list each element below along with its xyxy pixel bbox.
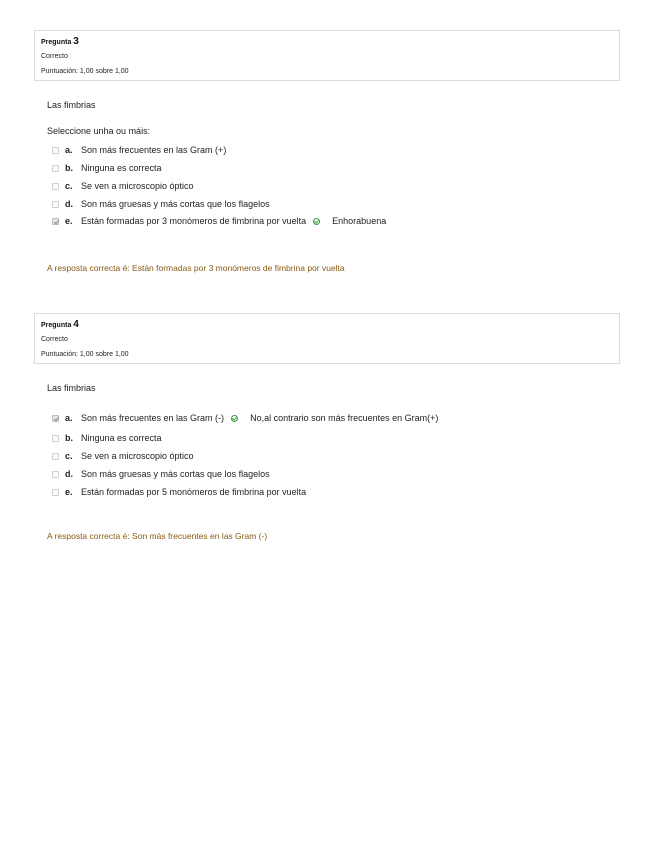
answer-checkbox[interactable] <box>52 183 59 190</box>
answer-checkbox[interactable] <box>52 165 59 172</box>
question-info-4 <box>34 313 620 364</box>
answer-text: Son más frecuentes en las Gram (+) <box>81 145 227 155</box>
answer-text: Son más gruesas y más cortas que los flagelos <box>81 199 270 209</box>
question-number-value: 4 <box>73 319 79 330</box>
answer-checkbox[interactable] <box>52 471 59 478</box>
question-number <box>41 36 79 47</box>
answer-checkbox[interactable] <box>52 489 59 496</box>
answer-checkbox[interactable] <box>52 201 59 208</box>
answer-checkbox[interactable] <box>52 435 59 442</box>
question-state: Correcto <box>41 53 68 60</box>
question-state: Correcto <box>41 336 68 343</box>
check-circle-icon <box>313 218 320 225</box>
answer-text-wrap <box>81 216 386 226</box>
answer-text: Ninguna es correcta <box>81 433 162 443</box>
answer-feedback: No,al contrario son más frecuentes en Gram(+) <box>250 413 439 423</box>
question-number <box>41 319 79 330</box>
answer-text-wrap <box>81 413 438 423</box>
answer-letter: d. <box>65 199 73 209</box>
right-answer: A resposta correcta é: Están formadas por 3 monómeros de fimbrina por vuelta <box>47 263 345 273</box>
answer-text: Están formadas por 5 monómeros de fimbrina por vuelta <box>81 487 307 497</box>
answer-text: Se ven a microscopio óptico <box>81 181 194 191</box>
answer-text: Son más frecuentes en las Gram (-) <box>81 413 225 423</box>
answer-letter: c. <box>65 451 73 461</box>
right-answer: A resposta correcta é: Son más frecuentes en las Gram (-) <box>47 531 268 541</box>
answer-letter: e. <box>65 216 73 226</box>
answer-letter: a. <box>65 413 73 423</box>
question-info-3 <box>34 30 620 81</box>
answer-letter: b. <box>65 163 73 173</box>
answer-letter: e. <box>65 487 73 497</box>
answer-letter: a. <box>65 145 73 155</box>
question-label: Pregunta <box>41 39 72 46</box>
answer-feedback: Enhorabuena <box>332 216 387 226</box>
answer-checkbox-checked[interactable] <box>52 415 59 422</box>
answer-letter: d. <box>65 469 73 479</box>
question-number-value: 3 <box>73 36 79 47</box>
answer-letter: c. <box>65 181 73 191</box>
check-circle-icon <box>231 415 238 422</box>
answer-letter: b. <box>65 433 73 443</box>
answer-checkbox-checked[interactable] <box>52 218 59 225</box>
answer-text: Son más gruesas y más cortas que los flagelos <box>81 469 270 479</box>
answer-prompt: Seleccione unha ou máis: <box>47 126 151 136</box>
question-text: Las fimbrias <box>47 383 96 393</box>
question-grade: Puntuación: 1,00 sobre 1,00 <box>41 351 129 358</box>
answer-text: Ninguna es correcta <box>81 163 162 173</box>
answer-text: Se ven a microscopio óptico <box>81 451 194 461</box>
answer-text: Están formadas por 3 monómeros de fimbrina por vuelta <box>81 216 307 226</box>
question-label: Pregunta <box>41 322 72 329</box>
question-grade: Puntuación: 1,00 sobre 1,00 <box>41 68 129 75</box>
answer-checkbox[interactable] <box>52 147 59 154</box>
question-text: Las fimbrias <box>47 100 96 110</box>
answer-checkbox[interactable] <box>52 453 59 460</box>
